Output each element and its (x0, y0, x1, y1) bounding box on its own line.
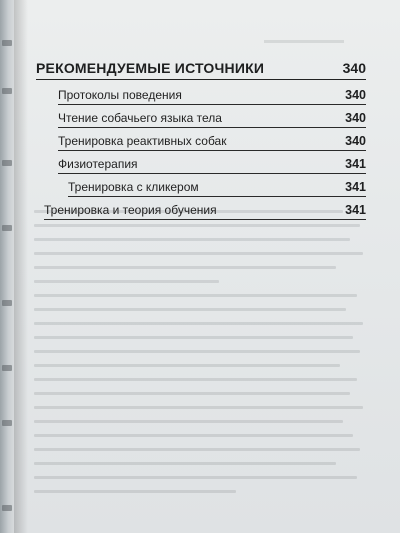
previous-page-text-fragment (2, 88, 12, 94)
toc-entry-page-number: 341 (345, 157, 366, 171)
book-page (14, 0, 400, 533)
previous-page-text-fragment (2, 300, 12, 306)
previous-page-text-fragment (2, 225, 12, 231)
toc-entry (58, 105, 366, 128)
toc-entry-page-number: 340 (345, 134, 366, 148)
toc-entry (58, 128, 366, 151)
toc-heading-row (36, 60, 366, 80)
previous-page-text-fragment (2, 505, 12, 511)
toc-entry (44, 197, 366, 220)
toc-entry (58, 151, 366, 174)
previous-page-text-fragment (2, 160, 12, 166)
toc-entry-label: Протоколы поведения (58, 88, 182, 102)
toc-entry-page-number: 340 (345, 111, 366, 125)
toc-entry (58, 82, 366, 105)
toc-entry-label: Чтение собачьего языка тела (58, 111, 222, 125)
toc-entry-page-number: 341 (345, 203, 366, 217)
previous-page-text-fragment (2, 365, 12, 371)
toc-entry-page-number: 340 (345, 88, 366, 102)
bleed-through-text (34, 210, 370, 533)
previous-page-text-fragment (2, 40, 12, 46)
previous-page-text-fragment (2, 420, 12, 426)
toc-entry-label: Тренировка с кликером (68, 180, 199, 194)
previous-page-edge (0, 0, 14, 533)
toc-heading-page-number: 340 (342, 60, 366, 76)
toc-entry-label: Тренировка и теория обучения (44, 203, 217, 217)
toc-entry-label: Физиотерапия (58, 157, 138, 171)
bleed-through-header (264, 40, 344, 43)
toc-entry-page-number: 341 (345, 180, 366, 194)
toc-heading: РЕКОМЕНДУЕМЫЕ ИСТОЧНИКИ (36, 60, 265, 76)
toc-entry-label: Тренировка реактивных собак (58, 134, 227, 148)
table-of-contents (36, 60, 366, 220)
toc-entry (68, 174, 366, 197)
